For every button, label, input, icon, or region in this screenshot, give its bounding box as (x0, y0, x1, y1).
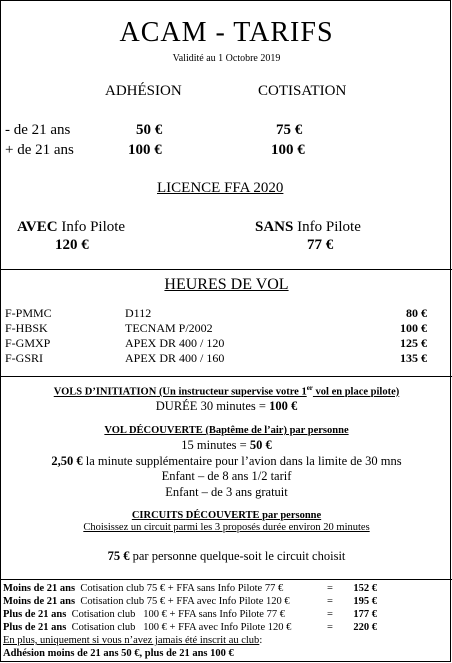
combo-row (3, 596, 290, 607)
combo-equals: = (327, 609, 333, 620)
combo-desc: Cotisation club 75 € + FFA sans Info Pilote 77 € (75, 583, 284, 594)
combo-adhesion-line: Adhésion moins de 21 ans 50 €, plus de 21 ans 100 € (3, 648, 234, 659)
circuits-subtitle (1, 522, 452, 533)
combo-who: Moins de 21 ans (3, 583, 76, 594)
page-title: ACAM - TARIFS (119, 17, 334, 48)
divider-flight-hours (1, 376, 452, 377)
decouverte-line1-text: 15 minutes = (181, 438, 250, 452)
initiation-duration-text: DURÉE 30 minutes = (155, 399, 270, 413)
licence-sans-label (255, 219, 361, 236)
divider-licence (1, 269, 452, 270)
decouverte-line3: Enfant – de 8 ans 1/2 tarif (161, 469, 292, 483)
aircraft-model: D112 (125, 306, 152, 320)
combo-desc: Cotisation club 100 € + FFA sans Info Pilote 77 € (66, 609, 285, 620)
initiation-duration-price: 100 € (269, 399, 298, 413)
aircraft-price: 135 € (400, 351, 427, 365)
aircraft-model: TECNAM P/2002 (125, 321, 213, 335)
combo-equals: = (327, 596, 333, 607)
membership-label-under-21: - de 21 ans (5, 122, 71, 138)
circuits-title-a: CIRCUITS (131, 510, 186, 521)
circuits-price-text: par personne quelque-soit le circuit choisit (129, 549, 346, 563)
combo-who: Plus de 21 ans (3, 609, 67, 620)
cotisation-over-21: 100 € (271, 142, 305, 158)
combo-desc: Cotisation club 100 € + FFA avec Info Pilote 120 € (66, 622, 292, 633)
combo-total: 177 € (353, 609, 377, 620)
aircraft-price: 80 € (406, 306, 427, 320)
aircraft-reg: F-GMXP (5, 336, 51, 350)
circuits-title (1, 510, 452, 521)
initiation-title-c: vol en place pilote) (312, 386, 400, 398)
licence-avec-rest: Info Pilote (57, 219, 126, 235)
combo-total: 152 € (353, 583, 377, 594)
aircraft-model: APEX DR 400 / 120 (125, 336, 225, 350)
circuits-price-line (1, 549, 452, 564)
initiation-duration (1, 399, 452, 414)
aircraft-reg: F-HBSK (5, 321, 48, 335)
initiation-title-b: (Un instructeur supervise votre 1 (156, 386, 307, 398)
aircraft-price: 125 € (400, 336, 427, 350)
decouverte-title (1, 425, 452, 436)
decouverte-line1 (1, 438, 452, 453)
licence-avec-bold: AVEC (17, 219, 58, 235)
decouverte-line2-text: la minute supplémentaire pour l’avion dans la limite de 30 mns (82, 454, 402, 468)
licence-sans-bold: SANS (255, 219, 294, 235)
combo-note-text: En plus, uniquement si vous n’avez jamais été inscrit au club (3, 635, 260, 646)
aircraft-reg: F-PMMC (5, 306, 52, 320)
validity-date: Validité au 1 Octobre 2019 (172, 53, 281, 64)
combo-row (3, 622, 291, 633)
cotisation-under-21: 75 € (276, 122, 303, 138)
combo-who: Moins de 21 ans (3, 596, 76, 607)
decouverte-line2 (1, 454, 452, 469)
aircraft-reg: F-GSRI (5, 351, 44, 365)
initiation-title (1, 384, 452, 398)
aircraft-price: 100 € (400, 321, 427, 335)
combo-desc: Cotisation club 75 € + FFA avec Info Pilote 120 € (75, 596, 290, 607)
adhesion-header: ADHÉSION (105, 83, 182, 99)
flight-hours-title (1, 276, 452, 294)
decouverte-title-a: VOL (104, 425, 129, 436)
combo-who: Plus de 21 ans (3, 622, 67, 633)
cotisation-header: COTISATION (258, 83, 347, 99)
combo-note (3, 635, 262, 646)
decouverte-line2-price: 2,50 € (51, 454, 83, 468)
combo-equals: = (327, 622, 333, 633)
circuits-subtitle-text: Choisissez un circuit parmi les 3 proposés durée environ 20 minutes (83, 522, 370, 533)
combo-note-end: : (259, 635, 263, 646)
combo-row (3, 609, 285, 620)
combo-total: 220 € (353, 622, 377, 633)
decouverte-line1-price: 50 € (249, 438, 272, 452)
initiation-title-a: VOLS D’INITIATION (53, 386, 157, 398)
combo-total: 195 € (353, 596, 377, 607)
combo-row (3, 583, 283, 594)
licence-sans-price: 77 € (307, 237, 334, 253)
adhesion-over-21: 100 € (128, 142, 162, 158)
flight-hours-title-text: HEURES DE VOL (164, 276, 289, 293)
adhesion-under-21: 50 € (136, 122, 163, 138)
initiation-sup: er (306, 384, 313, 392)
circuits-price: 75 € (107, 549, 130, 563)
licence-sans-rest: Info Pilote (293, 219, 361, 235)
decouverte-line4: Enfant – de 3 ans gratuit (165, 485, 288, 499)
decouverte-title-b: DÉCOUVERTE (Baptême de l’air) par personne (128, 425, 349, 436)
licence-title: LICENCE FFA 2020 (157, 180, 284, 196)
circuits-title-b: DÉCOUVERTE par personne (185, 510, 322, 521)
licence-avec-label (17, 219, 125, 236)
aircraft-model: APEX DR 400 / 160 (125, 351, 225, 365)
licence-avec-price: 120 € (55, 237, 89, 253)
membership-label-over-21: + de 21 ans (5, 142, 74, 158)
combo-equals: = (327, 583, 333, 594)
divider-combos (1, 579, 452, 580)
